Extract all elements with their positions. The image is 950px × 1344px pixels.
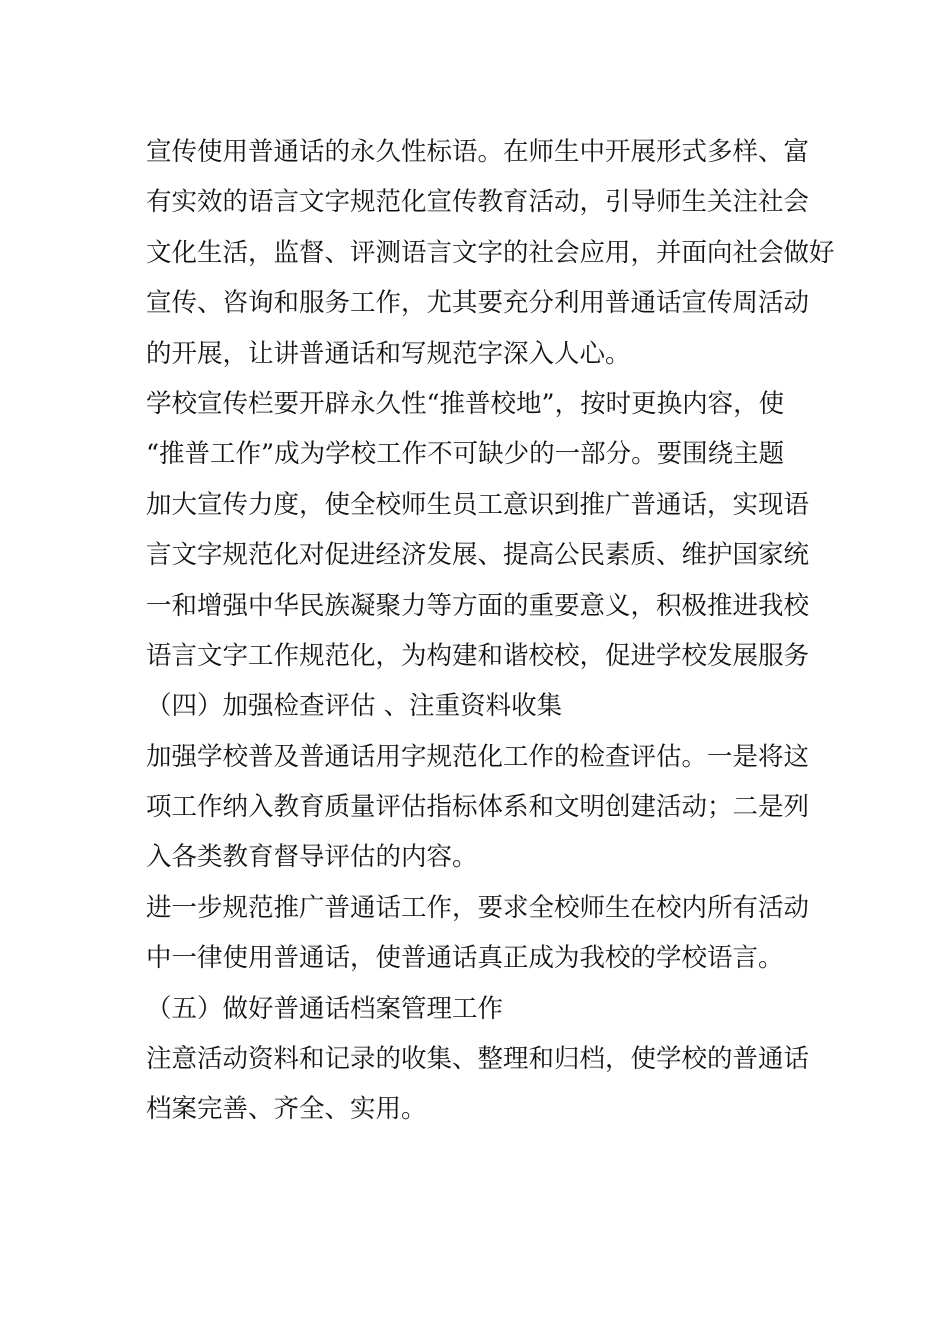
text-line: 注意活动资料和记录的收集、整理和归档，使学校的普通话	[146, 1044, 810, 1075]
text-line: 进一步规范推广普通话工作，要求全校师生在校内所有活动	[146, 892, 810, 923]
text-line: 一和增强中华民族凝聚力等方面的重要意义，积极推进我校	[146, 590, 810, 621]
document-body	[146, 127, 835, 1135]
text-line: 语言文字工作规范化，为构建和谐校校，促进学校发展服务	[146, 640, 810, 671]
text-line: 学校宣传栏要开辟永久性“推普校地”，按时更换内容，使	[146, 388, 785, 419]
section-heading: （五）做好普通话档案管理工作	[146, 993, 504, 1024]
text-line: 宣传、咨询和服务工作，尤其要充分利用普通话宣传周活动	[146, 288, 810, 319]
section-heading: （四）加强检查评估 、注重资料收集	[146, 691, 563, 722]
text-line: 宣传使用普通话的永久性标语。在师生中开展形式多样、富	[146, 137, 810, 167]
text-line: 言文字规范化对促进经济发展、提高公民素质、维护国家统	[146, 540, 810, 571]
text-line: 入各类教育督导评估的内容。	[146, 842, 478, 873]
text-line: “推普工作”成为学校工作不可缺少的一部分。要围绕主题	[146, 439, 785, 470]
text-line: 有实效的语言文字规范化宣传教育活动，引导师生关注社会	[146, 187, 810, 218]
text-line: 档案完善、齐全、实用。	[146, 1094, 427, 1125]
text-line: 加大宣传力度，使全校师生员工意识到推广普通话，实现语	[146, 489, 810, 520]
text-line: 中一律使用普通话，使普通话真正成为我校的学校语言。	[146, 943, 784, 974]
text-line: 文化生活，监督、评测语言文字的社会应用，并面向社会做好	[146, 237, 835, 268]
text-line: 的开展，让讲普通话和写规范字深入人心。	[146, 338, 631, 369]
text-line: 项工作纳入教育质量评估指标体系和文明创建活动；二是列	[146, 792, 810, 823]
text-line: 加强学校普及普通话用字规范化工作的检查评估。一是将这	[146, 741, 810, 772]
